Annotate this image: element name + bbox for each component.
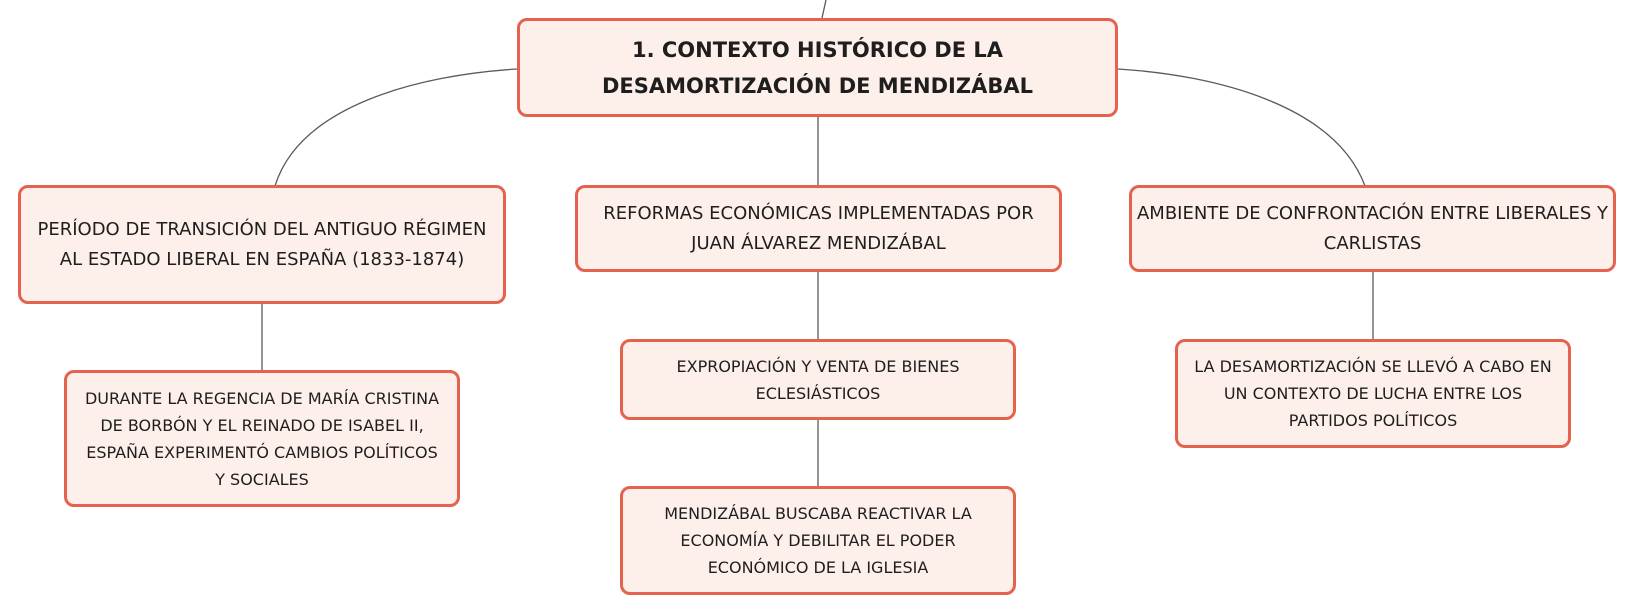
branch-node-label: AMBIENTE DE CONFRONTACIÓN ENTRE LIBERALES Y CARLISTAS bbox=[1136, 202, 1609, 254]
leaf-node-label: EXPROPIACIÓN Y VENTA DE BIENES ECLESIÁSTICOS bbox=[676, 356, 960, 403]
leaf-node-label: MENDIZÁBAL BUSCABA REACTIVAR LA ECONOMÍA Y DEBILITAR EL PODER ECONÓMICO DE LA IGLESIA bbox=[664, 504, 972, 577]
branch-node-label: REFORMAS ECONÓMICAS IMPLEMENTADAS POR JUAN ÁLVAREZ MENDIZÁBAL bbox=[603, 202, 1034, 254]
leaf-node-mendizabal-goal[interactable] bbox=[620, 486, 1016, 595]
leaf-node-regency[interactable] bbox=[64, 370, 460, 507]
connector-root-to-branch-1 bbox=[275, 69, 517, 186]
leaf-node-expropriation[interactable] bbox=[620, 339, 1016, 420]
root-topic-node[interactable] bbox=[517, 18, 1118, 117]
connector-parent-to-root bbox=[822, 0, 826, 18]
branch-node-economic-reforms[interactable] bbox=[575, 185, 1062, 272]
branch-node-confrontation[interactable] bbox=[1129, 185, 1616, 272]
leaf-node-label: DURANTE LA REGENCIA DE MARÍA CRISTINA DE BORBÓN Y EL REINADO DE ISABEL II, ESPAÑA EXPERIMENTÓ CAMBIOS POLÍTICOS Y SOCIALES bbox=[84, 388, 440, 489]
connector-root-to-branch-3 bbox=[1118, 69, 1365, 186]
branch-node-label: PERÍODO DE TRANSICIÓN DEL ANTIGUO RÉGIMEN AL ESTADO LIBERAL EN ESPAÑA (1833-1874) bbox=[37, 218, 487, 270]
branch-node-transition-period[interactable] bbox=[18, 185, 506, 304]
root-topic-label: 1. CONTEXTO HISTÓRICO DE LA DESAMORTIZACIÓN DE MENDIZÁBAL bbox=[602, 37, 1033, 98]
leaf-node-label: LA DESAMORTIZACIÓN SE LLEVÓ A CABO EN UN CONTEXTO DE LUCHA ENTRE LOS PARTIDOS POLÍTICOS bbox=[1194, 357, 1552, 430]
leaf-node-party-struggle[interactable] bbox=[1175, 339, 1571, 448]
